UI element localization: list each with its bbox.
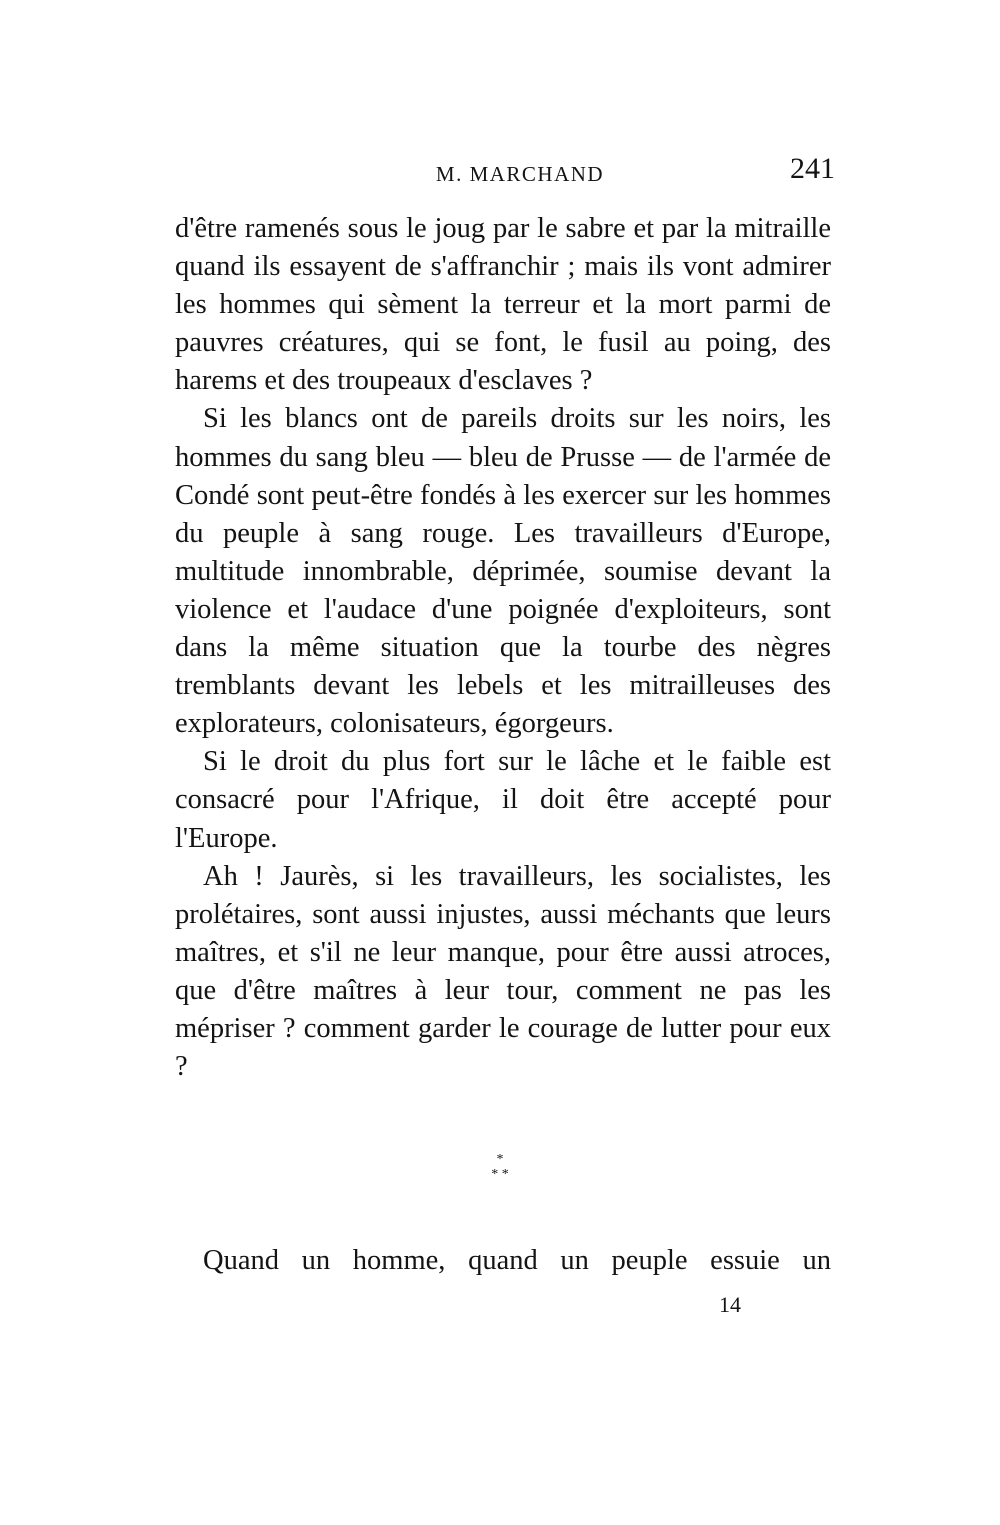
body-text bbox=[175, 210, 831, 1086]
paragraph: Si le droit du plus fort sur le lâche et le faible est consacré pour l'Afrique, il doit être accepté pour l'Europe. bbox=[175, 746, 831, 854]
paragraph-start-line: Quand un homme, quand un peuple essuie un bbox=[203, 1245, 831, 1276]
signature-mark: 14 bbox=[719, 1292, 741, 1317]
paragraph: Ah ! Jaurès, si les travailleurs, les socialistes, les prolétaires, sont aussi injustes, aussi méchants que leurs maîtres, et s'il ne leur manque, pour être aussi atroces, que d'être maîtres à leur tour, comment ne pas les mépriser ? comment garder le courage de lutter pour eux ? bbox=[175, 860, 831, 1083]
paragraph-continuation: d'être ramenés sous le joug par le sabre et par la mitraille quand ils essayent de s'affranchir ; mais ils vont admirer les hommes qui sèment la terreur et la mort parmi de pauvres créatures, qui se font, le fusil au poing, des harems et des troupeaux d'esclaves ? bbox=[175, 213, 831, 397]
page-header bbox=[175, 150, 835, 200]
page-number: 241 bbox=[790, 152, 835, 185]
running-title: M. MARCHAND bbox=[435, 162, 605, 186]
asterism-top: * bbox=[496, 1152, 504, 1167]
asterism-bottom: * * bbox=[491, 1167, 509, 1182]
paragraph: Si les blancs ont de pareils droits sur les noirs, les hommes du sang bleu — bleu de Prusse — de l'armée de Condé sont peut-être fondés à les exercer sur les hommes du peuple à sang rouge. Les travailleurs d'Europe, multitude innombrable, déprimée, soumise devant la violence et l'audace d'une poignée d'exploiteurs, sont dans la même situation que la tourbe des nègres tremblants devant les lebels et les mitrailleuses des explorateurs, colonisateurs, égorgeurs. bbox=[175, 403, 831, 740]
section-break-asterism bbox=[470, 1152, 530, 1182]
